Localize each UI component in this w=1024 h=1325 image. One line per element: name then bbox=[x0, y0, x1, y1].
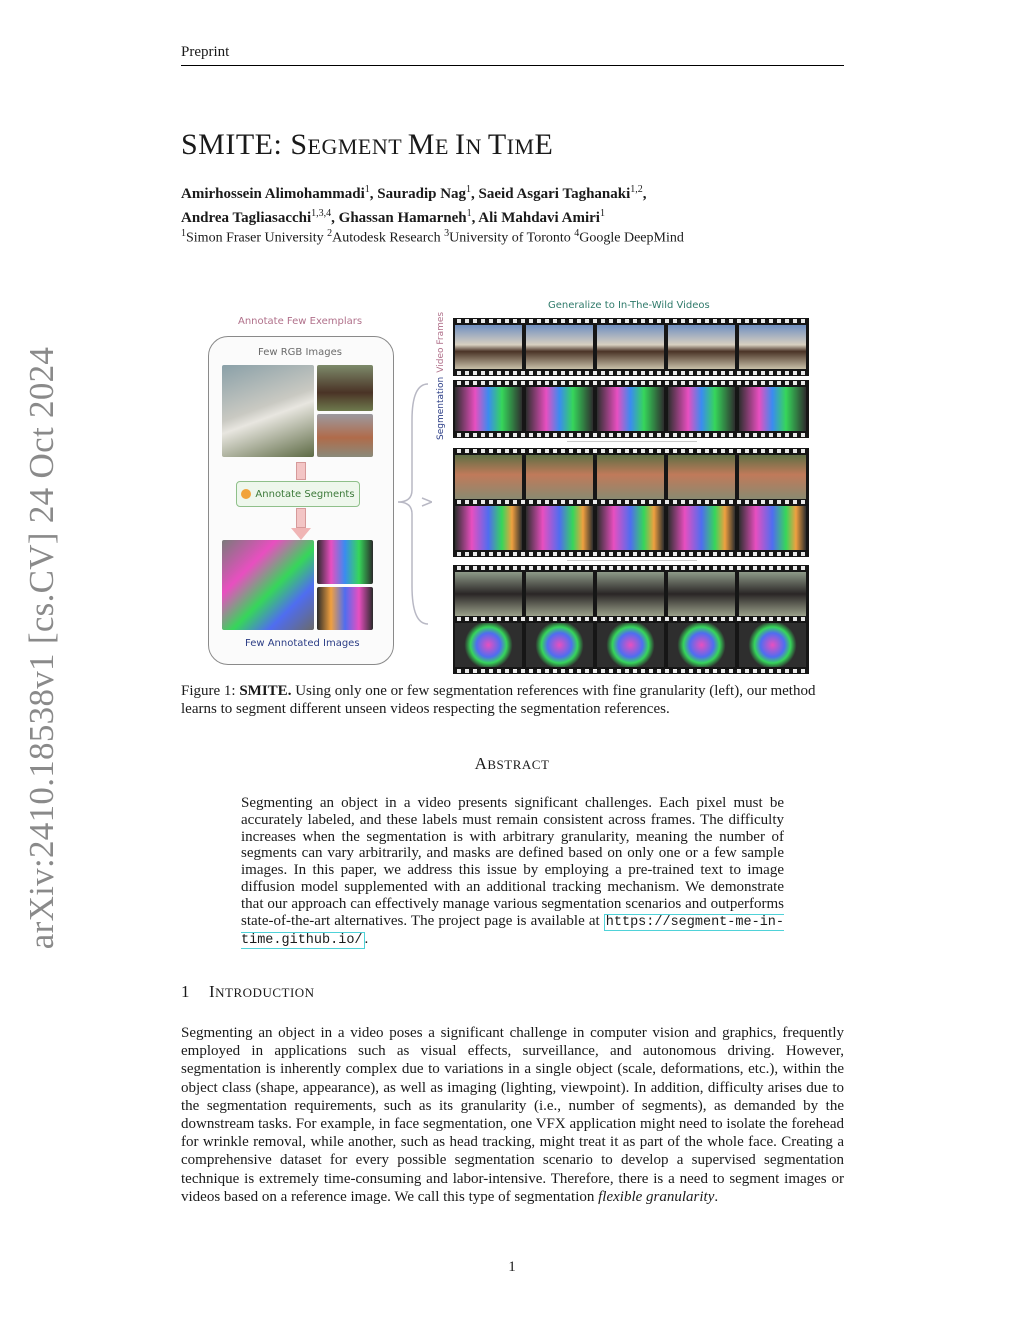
abstract-heading: ABSTRACT bbox=[474, 754, 550, 773]
project-url-link[interactable]: https://segment-me-in-time.github.io/ bbox=[241, 914, 784, 949]
down-arrow-shaft bbox=[296, 462, 306, 480]
group-separator bbox=[567, 560, 697, 561]
film-strip-rider-segmentation bbox=[453, 380, 809, 438]
down-arrow-head bbox=[291, 528, 311, 540]
paper-title: SMITE: SEGMENT ME IN TIME bbox=[181, 128, 554, 161]
figure-right-title: Generalize to In-The-Wild Videos bbox=[548, 300, 710, 311]
annotated-foal-image bbox=[317, 587, 373, 630]
film-strip-gallop-video bbox=[453, 448, 809, 506]
figure-left-title: Annotate Few Exemplars bbox=[238, 316, 363, 327]
rgb-horse-rearing-image bbox=[222, 365, 314, 457]
annotated-horse-brown-image bbox=[317, 540, 373, 584]
page-number: 1 bbox=[508, 1259, 516, 1275]
film-strip-dark-horse-segmentation bbox=[453, 616, 809, 674]
annotate-segments-box: Annotate Segments bbox=[236, 481, 360, 507]
few-annotated-label: Few Annotated Images bbox=[245, 638, 360, 649]
row-labels: SegmentationVideo Frames bbox=[436, 311, 446, 440]
running-header: Preprint bbox=[181, 44, 230, 60]
film-strip-rider-video bbox=[453, 318, 809, 376]
down-arrow-shaft-lower bbox=[296, 508, 306, 528]
author-list: Amirhossein Alimohammadi$^1$, Sauradip Nag$^1$, Saeid Asgari Taghanaki$^{1,2}$, Andrea Tagliasacchi$^{1,3,4}$, Ghassan Hamarneh$^1$, Ali Mahdavi Amiri$^1$ bbox=[181, 184, 647, 226]
rgb-horse-brown-image bbox=[317, 365, 373, 411]
figure-caption: Figure 1: SMITE. Using only one or few segmentation references with fine granularity (left), our method learns to segment different unseen videos respecting the segmentation references. bbox=[181, 683, 816, 717]
header-rule bbox=[181, 65, 844, 66]
section-heading-introduction: 1 INTRODUCTION bbox=[181, 982, 315, 1001]
brace-connector bbox=[392, 380, 432, 630]
few-rgb-label: Few RGB Images bbox=[258, 347, 342, 358]
arxiv-stamp: arXiv:2410.18538v1 [cs.CV] 24 Oct 2024 bbox=[22, 346, 61, 950]
abstract-body: Segmenting an object in a video presents significant challenges. Each pixel must be accurately labeled, and these labels must remain consistent across frames. The difficulty increases when the segmentation is with arbitrary granularity, meaning the number of segments can vary arbitrarily, and masks are defined based on only one or a few sample images. In this paper, we address this issue by employing a pre-trained text to image diffusion model supplemented with an additional tracking mechanism. We demonstrate that our approach can effectively manage various segmentation scenarios and outperforms state-of-the-art alternatives. The project page is available at https://segment-me-in-time.github.io/ . bbox=[241, 795, 784, 949]
annotated-horse-rearing-image bbox=[222, 540, 314, 630]
introduction-body: Segmenting an object in a video poses a significant challenge in computer vision and graphics, frequently employed in applications such as visual effects, surveillance, and autonomous driving. However, segmentation is inherently complex due to variations in a single object (scale, deformations, etc.), within the object class (shape, appearance), as well as imaging (lighting, viewpoint). In addition, difficulty arises due to the segmentation requirements, such as its granularity (i.e., number of segments), as demanded by the downstream tasks. For example, in face segmentation, one VFX application might need to isolate the forehead for wrinkle removal, while another, such as head tracking, might treat it as part of the whole face. Creating a comprehensive dataset for every possible segmentation scenario to develop a supervised segmentation technique is extremely time-consuming and labor-intensive. Therefore, there is a need to segment images or videos based on a reference image. We call this type of segmentation flexible granularity. bbox=[181, 1025, 844, 1205]
film-strip-gallop-segmentation bbox=[453, 499, 809, 557]
film-strip-dark-horse-video bbox=[453, 565, 809, 623]
affiliations: $^1$Simon Fraser University $^2$Autodesk Research $^3$University of Toronto $^4$Google DeepMind bbox=[181, 228, 684, 246]
rgb-foal-image bbox=[317, 414, 373, 457]
palette-icon bbox=[241, 489, 251, 499]
group-separator bbox=[567, 441, 697, 442]
